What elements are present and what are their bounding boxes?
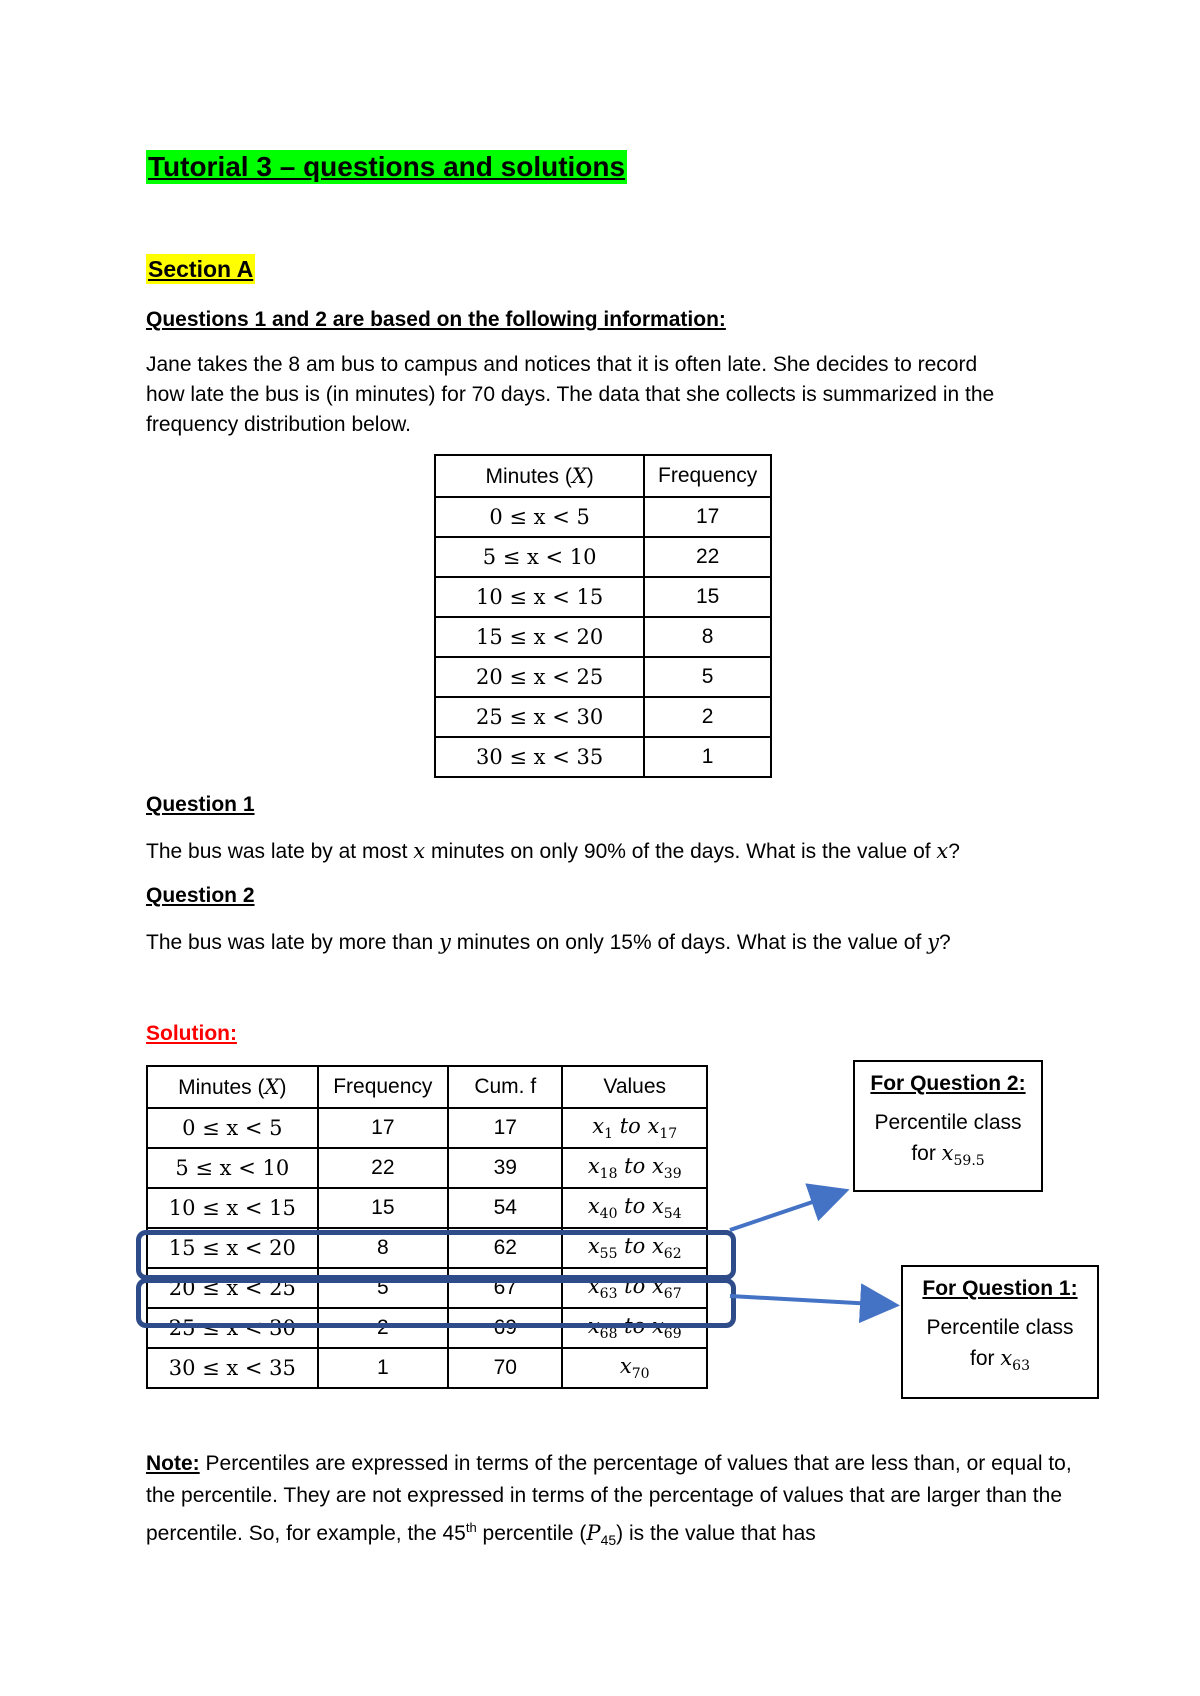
class-interval: 20 ≤ x < 25 [147, 1268, 318, 1308]
var-x: x [619, 1353, 632, 1378]
to-word: to [619, 1113, 641, 1138]
header-minutes: Minutes (X) [147, 1066, 318, 1108]
question2-heading: Question 2 [146, 884, 255, 907]
intro-line: Jane takes the 8 am bus to campus and notices that it is often late. She decides to record [146, 353, 978, 376]
callout-q1-line2 [903, 1343, 1097, 1381]
frequency-value: 8 [644, 617, 771, 657]
arrow-to-q2-box [730, 1192, 842, 1230]
cumulative-frequency: 67 [448, 1268, 562, 1308]
range-end: 39 [663, 1166, 682, 1183]
arrow-to-q1-box [730, 1296, 892, 1305]
frequency-value: 22 [644, 537, 771, 577]
cumulative-frequency: 69 [448, 1308, 562, 1348]
q2-text-c: ? [939, 931, 951, 954]
q2-var: y [439, 930, 451, 954]
q1-text-a: The bus was late by at most [146, 840, 414, 863]
range-end: 54 [663, 1206, 682, 1223]
class-interval: 30 ≤ x < 35 [435, 737, 644, 777]
callout-q1-var [1000, 1346, 1030, 1375]
frequency-value: 17 [318, 1108, 448, 1148]
range-end: 17 [659, 1126, 678, 1143]
page-title: Tutorial 3 – questions and solutions [148, 151, 626, 182]
callout-q1-sub: 63 [1012, 1358, 1030, 1375]
cumulative-frequency: 39 [448, 1148, 562, 1188]
header-minutes: Minutes (X) [435, 455, 644, 497]
to-word: to [624, 1233, 646, 1258]
callout-q1-x: x [1000, 1346, 1013, 1370]
var-x: x [651, 1153, 664, 1178]
note-p-sub: 45 [600, 1532, 617, 1549]
var-x: x [587, 1233, 600, 1258]
callout-q2-line2 [855, 1138, 1041, 1176]
class-interval: 0 ≤ x < 5 [435, 497, 644, 537]
var-x: x [592, 1113, 605, 1138]
var-x: x [587, 1313, 600, 1338]
q2-var-2: y [927, 930, 940, 954]
callout-q2-heading: For Question 2: [870, 1072, 1026, 1095]
class-interval: 25 ≤ x < 30 [435, 697, 644, 737]
frequency-value: 2 [644, 697, 771, 737]
intro-heading: Questions 1 and 2 are based on the following information: [146, 308, 726, 331]
frequency-value: 22 [318, 1148, 448, 1188]
header-frequency: Frequency [318, 1066, 448, 1108]
section-heading: Section A [148, 256, 254, 282]
callout-q1-heading: For Question 1: [922, 1277, 1078, 1300]
var-x: x [651, 1193, 664, 1218]
frequency-value: 15 [318, 1188, 448, 1228]
callout-q2-prefix: for [911, 1142, 942, 1165]
class-interval: 15 ≤ x < 20 [147, 1228, 318, 1268]
to-word: to [624, 1153, 646, 1178]
class-interval: 10 ≤ x < 15 [435, 577, 644, 617]
cumulative-frequency: 17 [448, 1108, 562, 1148]
var-x: x [587, 1153, 600, 1178]
note-text-b: percentile ( [476, 1522, 587, 1545]
q1-text-b: minutes on only 90% of the days. What is the value of [425, 840, 937, 863]
note-p-var: P [586, 1521, 601, 1545]
range-start: 63 [599, 1286, 618, 1303]
var-x: x [651, 1233, 664, 1258]
range-end: 62 [663, 1246, 682, 1263]
callout-question2 [853, 1060, 1043, 1192]
note-text-a: Percentiles are expressed in terms of the percentage of values that are less than, or equal to, the percentile. They are not expressed in terms of the percentage of values that are larger than the percentile. So, for example, the 45 [146, 1452, 1072, 1545]
q1-var: x [413, 839, 426, 863]
to-word: to [624, 1273, 646, 1298]
q2-text-b: minutes on only 15% of days. What is the value of [450, 931, 928, 954]
frequency-value: 5 [644, 657, 771, 697]
frequency-value: 17 [644, 497, 771, 537]
note-sup: th [465, 1520, 477, 1535]
var-x: x [647, 1113, 660, 1138]
class-interval: 30 ≤ x < 35 [147, 1348, 318, 1388]
range-start: 68 [599, 1326, 618, 1343]
to-word: to [624, 1193, 646, 1218]
class-interval: 25 ≤ x < 30 [147, 1308, 318, 1348]
header-values: Values [562, 1066, 707, 1108]
callout-q1-line1: Percentile class [926, 1316, 1074, 1339]
frequency-value: 5 [318, 1268, 448, 1308]
frequency-value: 15 [644, 577, 771, 617]
intro-line: frequency distribution below. [146, 413, 411, 436]
callout-q1-prefix: for [969, 1347, 1001, 1370]
cumulative-frequency: 62 [448, 1228, 562, 1268]
callout-q2-var [941, 1141, 985, 1170]
cumulative-frequency: 70 [448, 1348, 562, 1388]
callout-q2-sub: 59.5 [953, 1153, 985, 1170]
var-x: x [651, 1313, 664, 1338]
to-word: to [624, 1313, 646, 1338]
note-text-c: ) is the value that has [616, 1522, 816, 1545]
var-x: x [587, 1193, 600, 1218]
q1-text-c: ? [948, 840, 960, 863]
question1-heading: Question 1 [146, 793, 255, 816]
cumulative-frequency: 54 [448, 1188, 562, 1228]
class-interval: 10 ≤ x < 15 [147, 1188, 318, 1228]
header-cum-f: Cum. f [448, 1066, 562, 1108]
callout-q2-x: x [941, 1141, 954, 1165]
frequency-value: 1 [644, 737, 771, 777]
class-interval: 20 ≤ x < 25 [435, 657, 644, 697]
range-end: 69 [663, 1326, 682, 1343]
range-start: 40 [599, 1206, 618, 1223]
class-interval: 0 ≤ x < 5 [147, 1108, 318, 1148]
frequency-value: 8 [318, 1228, 448, 1268]
range-end: 67 [663, 1286, 682, 1303]
var-x: x [651, 1273, 664, 1298]
note-label: Note: [146, 1452, 200, 1475]
range-start: 1 [604, 1126, 614, 1143]
class-interval: 5 ≤ x < 10 [147, 1148, 318, 1188]
note-paragraph [146, 1448, 1086, 1556]
var-x: x [587, 1273, 600, 1298]
callout-q2-line1: Percentile class [874, 1111, 1022, 1134]
solution-label: Solution: [146, 1022, 237, 1045]
frequency-value: 2 [318, 1308, 448, 1348]
class-interval: 5 ≤ x < 10 [435, 537, 644, 577]
range-start: 18 [599, 1166, 618, 1183]
range-start: 70 [631, 1366, 650, 1383]
intro-line: how late the bus is (in minutes) for 70 days. The data that she collects is summarized in the [146, 383, 995, 406]
callout-question1 [901, 1265, 1099, 1399]
q1-var-2: x [936, 839, 949, 863]
q2-text-a: The bus was late by more than [146, 931, 439, 954]
range-start: 55 [599, 1246, 618, 1263]
class-interval: 15 ≤ x < 20 [435, 617, 644, 657]
header-frequency: Frequency [644, 455, 771, 497]
frequency-value: 1 [318, 1348, 448, 1388]
